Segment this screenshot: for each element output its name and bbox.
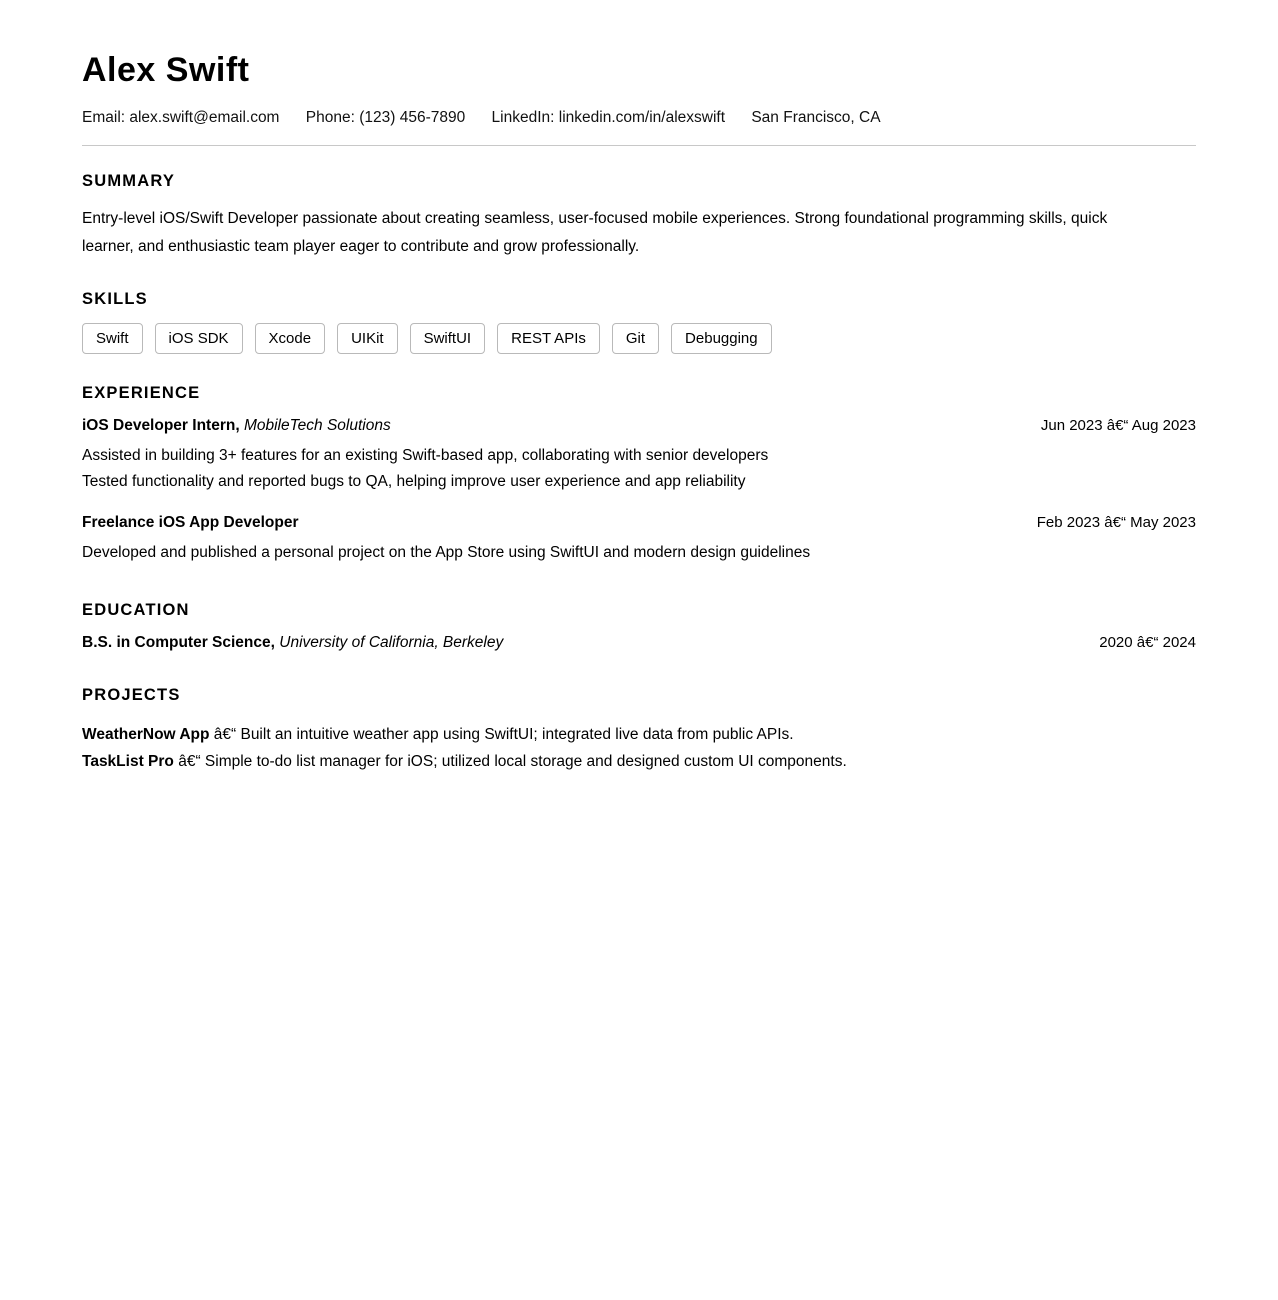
- summary-heading: SUMMARY: [82, 172, 176, 191]
- job-title: iOS Developer Intern: [82, 416, 236, 434]
- contact-info: [82, 109, 1196, 127]
- project-description: â€“ Simple to-do list manager for iOS; utilized local storage and designed custom UI components.: [178, 753, 847, 771]
- experience-heading: EXPERIENCE: [82, 383, 201, 402]
- job-bullet: Developed and published a personal project on the App Store using SwiftUI and modern design guidelines: [82, 543, 811, 561]
- contact-email: Email: alex.swift@email.com: [82, 109, 280, 127]
- education-heading: EDUCATION: [82, 600, 190, 619]
- contact-location: San Francisco, CA: [751, 109, 881, 127]
- skill-chip: Xcode: [255, 323, 326, 354]
- project-item: [82, 721, 1196, 749]
- experience-entry-title-line: [82, 514, 299, 532]
- degree-title: B.S. in Computer Science: [82, 633, 271, 651]
- skill-chip: SwiftUI: [410, 323, 486, 354]
- project-name: WeatherNow App: [82, 725, 210, 743]
- experience-entry: [82, 417, 1196, 496]
- education-dates: 2020 â€“ 2024: [1099, 633, 1196, 651]
- job-bullet: Tested functionality and reported bugs to QA, helping improve user experience and app reliability: [82, 473, 746, 491]
- skills-heading: SKILLS: [82, 289, 148, 308]
- skill-chip: REST APIs: [497, 323, 600, 354]
- job-bullet: Assisted in building 3+ features for an existing Swift-based app, collaborating with senior developers: [82, 446, 769, 464]
- header-divider: [82, 145, 1196, 146]
- projects-heading: PROJECTS: [82, 685, 181, 704]
- section-projects: [82, 686, 1196, 776]
- skills-list: [82, 323, 1196, 354]
- skill-chip: Debugging: [671, 323, 772, 354]
- project-item: [82, 748, 1196, 776]
- job-dates: Jun 2023 â€“ Aug 2023: [1040, 416, 1196, 434]
- skill-chip: Swift: [82, 323, 143, 354]
- degree-separator: ,: [270, 633, 275, 651]
- company-name: MobileTech Solutions: [243, 416, 391, 434]
- project-name: TaskList Pro: [82, 753, 174, 771]
- section-summary: [82, 172, 1196, 259]
- education-entry-title-line: [82, 634, 503, 652]
- job-dates: Feb 2023 â€“ May 2023: [1036, 513, 1196, 531]
- experience-entry-title-line: [82, 417, 391, 435]
- section-education: [82, 601, 1196, 652]
- skill-chip: UIKit: [337, 323, 398, 354]
- job-title: Freelance iOS App Developer: [82, 513, 299, 531]
- skill-chip: iOS SDK: [155, 323, 243, 354]
- project-description: â€“ Built an intuitive weather app using SwiftUI; integrated live data from public APIs.: [213, 725, 794, 743]
- contact-phone: Phone: (123) 456-7890: [305, 109, 466, 127]
- education-entry: [82, 634, 1196, 652]
- experience-entry: [82, 514, 1196, 567]
- summary-text: Entry-level iOS/Swift Developer passionate about creating seamless, user-focused mobile experiences. Strong foundational programming skills, quick learner, and enthusiastic team player eager to contribute and grow professionally.: [82, 210, 1108, 255]
- experience-entry-head: [82, 514, 1196, 532]
- contact-linkedin: LinkedIn: linkedin.com/in/alexswift: [491, 109, 726, 127]
- skill-chip: Git: [612, 323, 659, 354]
- education-entry-head: [82, 634, 1196, 652]
- section-experience: [82, 384, 1196, 567]
- experience-entry-head: [82, 417, 1196, 435]
- projects-list: [82, 721, 1196, 776]
- section-skills: [82, 290, 1196, 354]
- page-title: Alex Swift: [82, 51, 250, 89]
- school-name: University of California, Berkeley: [279, 633, 504, 651]
- job-separator: ,: [235, 416, 240, 434]
